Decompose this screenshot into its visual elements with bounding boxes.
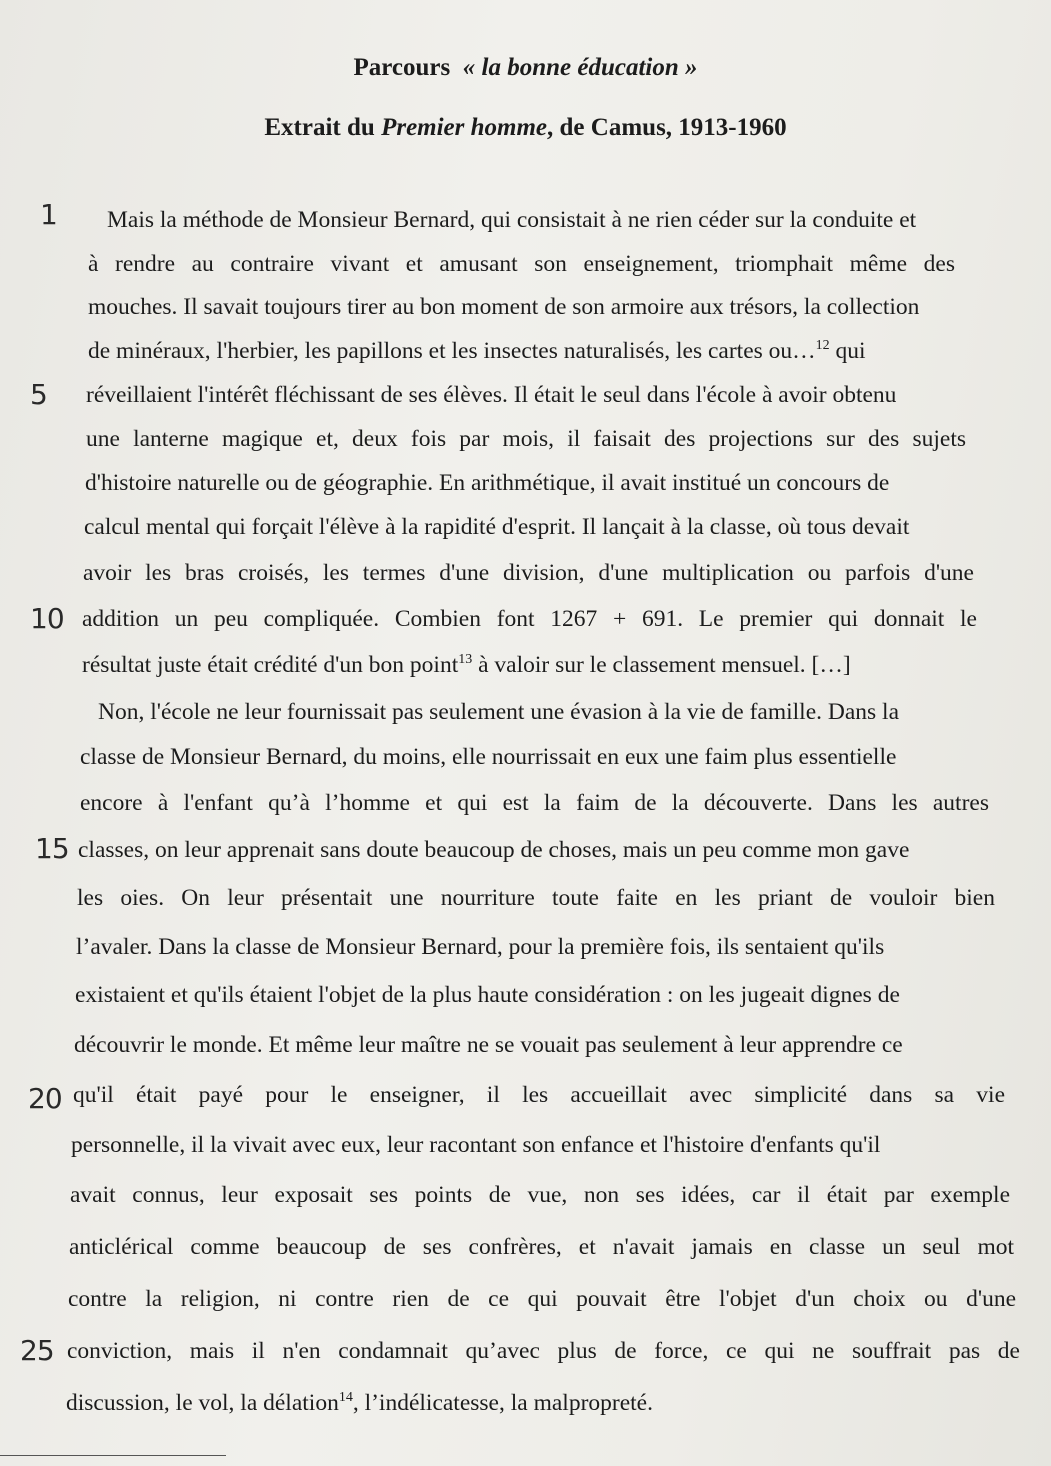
text-line — [82, 650, 851, 680]
text-line: conviction, mais il n'en condamnait qu’avec plus de force, ce qui ne souffrait pas de — [67, 1338, 1020, 1364]
text-line: à rendre au contraire vivant et amusant son enseignement, triomphait même des — [88, 251, 955, 277]
text-line: réveillaient l'intérêt fléchissant de ses élèves. Il était le seul dans l'école à avoir obtenu — [86, 382, 897, 408]
text-line: classe de Monsieur Bernard, du moins, elle nourrissait en eux une faim plus essentielle — [80, 744, 897, 770]
text-line — [66, 1388, 653, 1418]
text-line: avoir les bras croisés, les termes d'une division, d'une multiplication ou parfois d'une — [83, 560, 974, 586]
footnote-mark: 13 — [458, 652, 473, 667]
text-line — [88, 336, 866, 366]
text-line: d'histoire naturelle ou de géographie. En arithmétique, il avait institué un concours de — [85, 470, 890, 496]
text-line: qu'il était payé pour le enseigner, il les accueillait avec simplicité dans sa vie — [73, 1082, 1005, 1108]
text-line: mouches. Il savait toujours tirer au bon moment de son armoire aux trésors, la collection — [88, 294, 920, 320]
text-line: anticlérical comme beaucoup de ses confrères, et n'avait jamais en classe un seul mot — [69, 1234, 1014, 1260]
line-number: 25 — [20, 1334, 54, 1367]
text-line: les oies. On leur présentait une nourriture toute faite en les priant de vouloir bien — [77, 885, 995, 911]
subtitle-suffix: , de Camus, 1913-1960 — [547, 114, 787, 141]
line-number: 1 — [40, 198, 57, 231]
text-line: l’avaler. Dans la classe de Monsieur Bernard, pour la première fois, ils sentaient qu'ils — [76, 934, 885, 960]
text-line: personnelle, il la vivait avec eux, leur racontant son enfance et l'histoire d'enfants qu'il — [71, 1132, 881, 1158]
text-line: existaient et qu'ils étaient l'objet de la plus haute considération : on les jugeait dignes de — [75, 982, 900, 1008]
text-line: classes, on leur apprenait sans doute beaucoup de choses, mais un peu comme mon gave — [78, 837, 910, 863]
title-italic: « la bonne éducation » — [462, 54, 698, 81]
line-number: 20 — [28, 1082, 62, 1115]
footnote-mark: 12 — [815, 338, 830, 353]
text-line-main: résultat juste était crédité d'un bon point — [82, 652, 459, 678]
subtitle-italic: Premier homme — [381, 114, 548, 141]
text-line: une lanterne magique et, deux fois par mois, il faisait des projections sur des sujets — [86, 426, 966, 452]
footnote-divider — [0, 1455, 226, 1456]
line-number: 5 — [30, 378, 47, 411]
text-line-tail: qui — [829, 338, 866, 364]
document-subtitle — [0, 114, 1051, 142]
text-line: encore à l'enfant qu’à l’homme et qui est la faim de la découverte. Dans les autres — [80, 790, 989, 816]
text-line-main: de minéraux, l'herbier, les papillons et les insectes naturalisés, les cartes ou… — [88, 338, 816, 364]
footnote-mark: 14 — [338, 1390, 353, 1405]
text-line: Mais la méthode de Monsieur Bernard, qui consistait à ne rien céder sur la conduite et — [107, 207, 917, 233]
text-line: addition un peu compliquée. Combien font 1267 + 691. Le premier qui donnait le — [82, 606, 977, 632]
text-line-tail: , l’indélicatesse, la malpropreté. — [352, 1390, 653, 1416]
text-line-tail: à valoir sur le classement mensuel. […] — [472, 652, 851, 678]
text-line: Non, l'école ne leur fournissait pas seulement une évasion à la vie de famille. Dans la — [98, 699, 900, 725]
title-prefix: Parcours — [353, 54, 451, 81]
text-line-main: discussion, le vol, la délation — [66, 1390, 339, 1416]
text-line: avait connus, leur exposait ses points de vue, non ses idées, car il était par exemple — [70, 1182, 1010, 1208]
subtitle-prefix: Extrait du — [264, 114, 375, 141]
text-line: découvrir le monde. Et même leur maître ne se vouait pas seulement à leur apprendre ce — [74, 1032, 903, 1058]
text-line: contre la religion, ni contre rien de ce qui pouvait être l'objet d'un choix ou d'une — [68, 1286, 1016, 1312]
document-title — [0, 54, 1051, 82]
line-number: 15 — [35, 832, 69, 865]
text-line: calcul mental qui forçait l'élève à la rapidité d'esprit. Il lançait à la classe, où tous devait — [84, 514, 910, 540]
line-number: 10 — [30, 602, 64, 635]
